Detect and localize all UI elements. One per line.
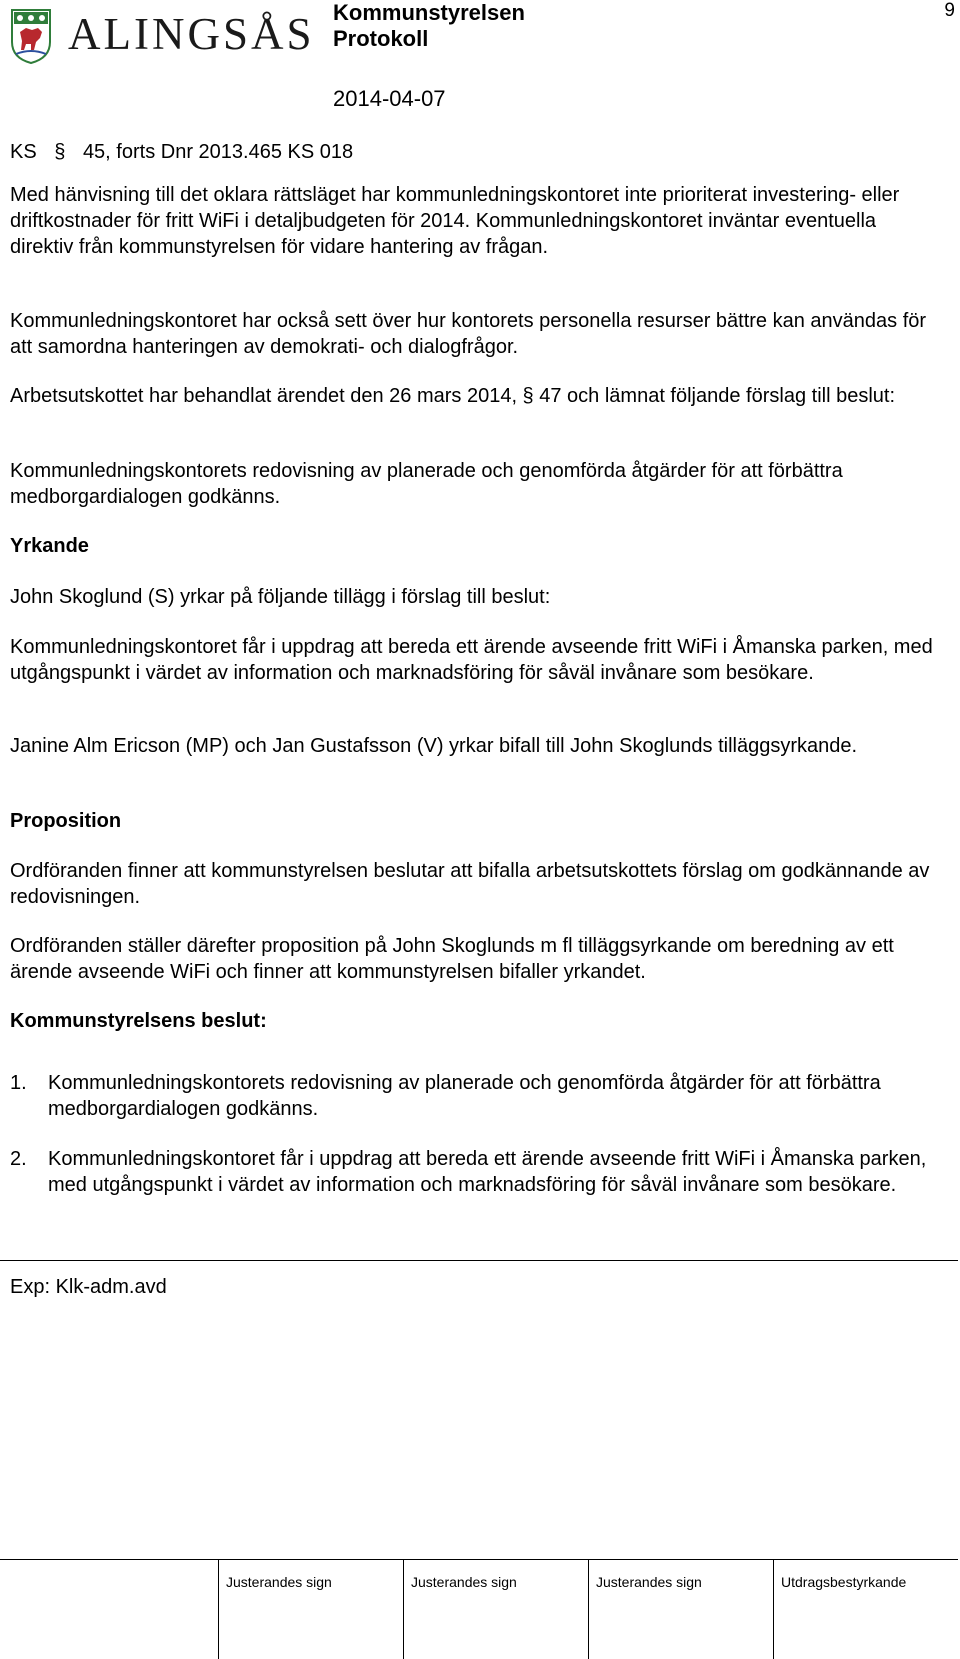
document-type: Protokoll [333, 26, 429, 51]
signature-row [0, 1560, 960, 1659]
section-symbol: § [54, 141, 66, 163]
case-reference [10, 141, 353, 164]
expedition-note: Exp: Klk-adm.avd [10, 1276, 167, 1298]
signature-label: Justerandes sign [596, 1574, 702, 1590]
committee-title: Kommunstyrelsen [333, 0, 525, 25]
list-item-text: Kommunledningskontorets redovisning av planerade och genomförda åtgärder för att förbättra medborgardialogen godkänns. [48, 1072, 881, 1120]
certification-label: Utdragsbestyrkande [781, 1574, 907, 1590]
ks-label: KS [10, 141, 37, 163]
paragraph-chair-proposition: Ordföranden ställer därefter proposition på John Skoglunds m fl tilläggsyrkande om beredning av ett ärende avseende WiFi och finner att kommunstyrelsen bifaller yrkandet. [10, 935, 894, 983]
heading-decision: Kommunstyrelsens beslut: [10, 1010, 267, 1032]
signature-box-3 [588, 1560, 773, 1659]
expedition-divider [0, 1260, 958, 1261]
paragraph-motion: John Skoglund (S) yrkar på följande tillägg i förslag till beslut: [10, 586, 551, 608]
paragraph-working-committee: Arbetsutskottet har behandlat ärendet den 26 mars 2014, § 47 och lämnat följande förslag till beslut: [10, 385, 895, 407]
coat-of-arms-icon [10, 8, 52, 64]
list-item-number: 2. [10, 1148, 27, 1170]
list-item-text: Kommunledningskontoret får i uppdrag att bereda ett ärende avseende fritt WiFi i Åmanska parken, med utgångspunkt i värdet av information och marknadsföring för såväl invånare som besökare. [48, 1148, 927, 1196]
list-item-number: 1. [10, 1072, 27, 1094]
paragraph-proposal: Kommunledningskontorets redovisning av planerade och genomförda åtgärder för att förbättra medborgardialogen godkänns. [10, 460, 843, 508]
paragraph-support: Janine Alm Ericson (MP) och Jan Gustafsson (V) yrkar bifall till John Skoglunds tilläggsyrkande. [10, 735, 858, 757]
case-reference-text: 45, forts Dnr 2013.465 KS 018 [82, 141, 354, 163]
municipality-logo [10, 6, 315, 66]
logo-wordmark: ALINGSÅS [68, 9, 315, 59]
signature-label: Justerandes sign [411, 1574, 517, 1590]
page-number: 9 [944, 0, 955, 21]
heading-yrkande: Yrkande [10, 535, 89, 557]
paragraph-motion-text: Kommunledningskontoret får i uppdrag att bereda ett ärende avseende fritt WiFi i Åmanska parken, med utgångspunkt i värdet av information och marknadsföring för såväl invånare som besökare. [10, 636, 933, 684]
signature-box-1 [218, 1560, 403, 1659]
heading-proposition: Proposition [10, 810, 122, 832]
signature-box-2 [403, 1560, 588, 1659]
list-item [10, 1070, 940, 1122]
paragraph-legal-status: Med hänvisning till det oklara rättsläget har kommunledningskontoret inte prioriterat investering- eller driftkostnader för fritt WiFi i detaljbudgeten för 2014. Kommunledningskontoret inväntar eventuella direktiv från kommunstyrelsen för vidare hantering av frågan. [10, 184, 900, 258]
decision-list [10, 1070, 940, 1198]
certification-box [773, 1560, 960, 1659]
paragraph-resources: Kommunledningskontoret har också sett över hur kontorets personella resurser bättre kan användas för att samordna hanteringen av demokrati- och dialogfrågor. [10, 310, 927, 358]
document-date: 2014-04-07 [333, 86, 446, 111]
list-item [10, 1146, 940, 1198]
signature-label: Justerandes sign [226, 1574, 332, 1590]
paragraph-chair-finding: Ordföranden finner att kommunstyrelsen beslutar att bifalla arbetsutskottets förslag om godkännande av redovisningen. [10, 860, 930, 908]
